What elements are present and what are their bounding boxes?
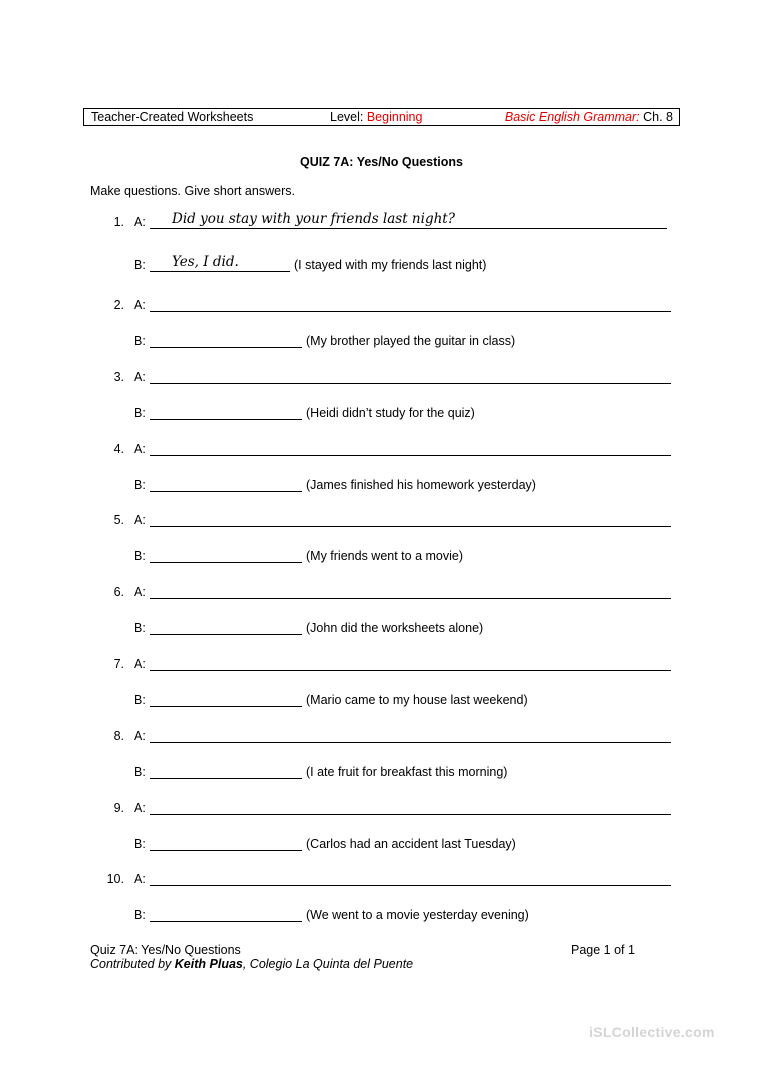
example-b-answer: Yes, I did.	[172, 254, 239, 270]
footer-author: Keith Pluas	[174, 957, 243, 971]
a-answer-line[interactable]	[150, 298, 671, 312]
header-source: Teacher-Created Worksheets	[91, 110, 254, 124]
a-answer-line[interactable]	[150, 585, 671, 599]
item-hint: (We went to a movie yesterday evening)	[306, 908, 529, 923]
b-label: B:	[134, 836, 146, 851]
b-answer-line[interactable]	[150, 478, 302, 492]
b-answer-line[interactable]	[150, 765, 302, 779]
b-answer-line[interactable]	[150, 837, 302, 851]
item-hint: (James finished his homework yesterday)	[306, 477, 536, 492]
header-level-value: Beginning	[366, 110, 423, 124]
footer-school: , Colegio La Quinta del Puente	[242, 957, 414, 971]
b-label: B:	[134, 908, 146, 923]
b-label: B:	[134, 258, 146, 272]
a-answer-line[interactable]	[150, 657, 671, 671]
b-answer-line[interactable]	[150, 549, 302, 563]
header-box	[83, 108, 680, 126]
b-answer-line[interactable]	[150, 693, 302, 707]
b-answer-line[interactable]	[150, 334, 302, 348]
a-label: A:	[134, 872, 146, 887]
a-label: A:	[134, 800, 146, 815]
a-answer-line[interactable]	[150, 370, 671, 384]
b-answer-line[interactable]	[150, 406, 302, 420]
b-label: B:	[134, 549, 146, 564]
item-hint: (Carlos had an accident last Tuesday)	[306, 836, 516, 851]
footer-contributed-prefix: Contributed by	[90, 957, 175, 971]
a-label: A:	[134, 657, 146, 671]
item-hint: (My brother played the guitar in class)	[306, 334, 516, 348]
item-number: 6.	[113, 585, 124, 600]
a-answer-line[interactable]	[150, 801, 671, 815]
quiz-title: QUIZ 7A: Yes/No Questions	[299, 155, 463, 169]
a-answer-line[interactable]	[150, 872, 671, 886]
item-hint: (I ate fruit for breakfast this morning)	[306, 764, 508, 779]
b-answer-line[interactable]	[150, 908, 302, 922]
item-hint: (Heidi didn’t study for the quiz)	[306, 405, 475, 420]
item-hint: (My friends went to a movie)	[306, 549, 463, 564]
a-label: A:	[134, 298, 146, 312]
page-number: Page 1 of 1	[571, 943, 635, 957]
b-label: B:	[134, 405, 146, 420]
example-a-answer-line[interactable]	[150, 211, 667, 229]
header-book-title: Basic English Grammar:	[504, 110, 640, 124]
header-chapter: Ch. 8	[643, 110, 673, 124]
b-label: B:	[134, 334, 146, 348]
a-label: A:	[134, 728, 146, 743]
item-number: 9.	[113, 800, 124, 815]
a-label: A:	[134, 441, 146, 456]
example-b-answer-line[interactable]	[150, 254, 290, 272]
a-answer-line[interactable]	[150, 513, 671, 527]
watermark: iSLCollective.com	[589, 1024, 715, 1040]
b-label: B:	[134, 621, 146, 636]
item-hint: (John did the worksheets alone)	[306, 621, 484, 636]
item-number: 2.	[113, 298, 124, 312]
b-label: B:	[134, 764, 146, 779]
footer-title: Quiz 7A: Yes/No Questions	[90, 943, 241, 957]
header-level-label: Level:	[330, 110, 364, 124]
a-label: A:	[134, 369, 146, 384]
b-answer-line[interactable]	[150, 621, 302, 635]
item-number: 5.	[113, 513, 124, 528]
item-number: 4.	[113, 441, 124, 456]
item-number: 7.	[113, 657, 124, 671]
a-answer-line[interactable]	[150, 729, 671, 743]
footer-contributor	[90, 957, 413, 971]
item-number: 1.	[113, 215, 124, 229]
item-number: 8.	[113, 728, 124, 743]
a-label: A:	[134, 215, 146, 229]
a-label: A:	[134, 513, 146, 528]
item-number: 10.	[106, 872, 124, 887]
item-hint: (Mario came to my house last weekend)	[306, 693, 528, 707]
example-a-answer: Did you stay with your friends last night?	[172, 211, 455, 227]
a-label: A:	[134, 585, 146, 600]
instructions: Make questions. Give short answers.	[90, 184, 295, 198]
example-hint: (I stayed with my friends last night)	[294, 258, 487, 272]
header-level	[330, 109, 422, 125]
b-label: B:	[134, 477, 146, 492]
b-label: B:	[134, 693, 146, 707]
header-book	[505, 109, 673, 125]
a-answer-line[interactable]	[150, 442, 671, 456]
item-number: 3.	[113, 369, 124, 384]
